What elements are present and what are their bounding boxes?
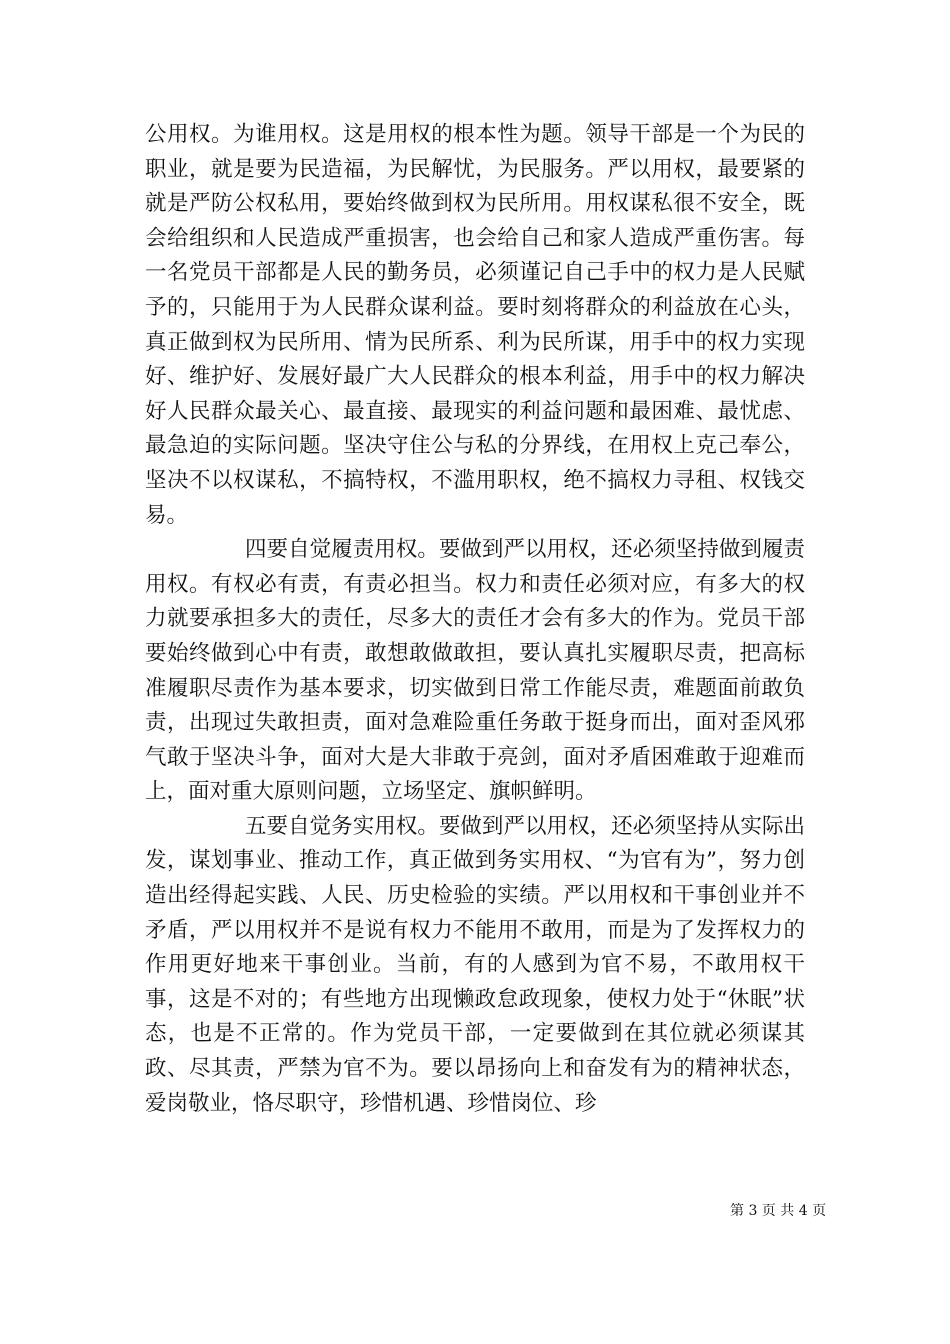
document-page <box>145 118 805 1121</box>
page-footer: 第 3 页 共 4 页 <box>730 1203 827 1219</box>
paragraph-section-five: 五要自觉务实用权。要做到严以用权，还必须坚持从实际出发，谋划事业、推动工作，真正做到务实用权、“为官有为”，努力创造出经得起实践、人民、历史检验的实绩。严以用权和干事创业并不矛盾，严以用权并不是说有权力不能用不敢用，而是为了发挥权力的作用更好地来干事创业。当前，有的人感到为官不易，不敢用权干事，这是不对的；有些地方出现懒政怠政现象，使权力处于“休眠”状态，也是不正常的。作为党员干部，一定要做到在其位就必须谋其政、尽其责，严禁为官不为。要以昂扬向上和奋发有为的精神状态，爱岗敬业，恪尽职守，珍惜机遇、珍惜岗位、珍 <box>145 813 805 1116</box>
paragraph-continued: 公用权。为谁用权。这是用权的根本性为题。领导干部是一个为民的职业，就是要为民造福，为民解忧，为民服务。严以用权，最要紧的就是严防公权私用，要始终做到权为民所用。用权谋私很不安全，既会给组织和人民造成严重损害，也会给自己和家人造成严重伤害。每一名党员干部都是人民的勤务员，必须谨记自己手中的权力是人民赋予的，只能用于为人民群众谋利益。要时刻将群众的利益放在心头，真正做到权为民所用、情为民所系、利为民所谋，用手中的权力实现好、维护好、发展好最广大人民群众的根本利益，用手中的权力解决好人民群众最关心、最直接、最现实的利益问题和最困难、最忧虑、最急迫的实际问题。坚决守住公与私的分界线，在用权上克己奉公，坚决不以权谋私，不搞特权，不滥用职权，绝不搞权力寻租、权钱交易。 <box>145 122 805 528</box>
paragraph-section-four: 四要自觉履责用权。要做到严以用权，还必须坚持做到履责用权。有权必有责，有责必担当。权力和责任必须对应，有多大的权力就要承担多大的责任，尽多大的责任才会有多大的作为。党员干部要始终做到心中有责，敢想敢做敢担，要认真扎实履职尽责，把高标准履职尽责作为基本要求，切实做到日常工作能尽责，难题面前敢负责，出现过失敢担责，面对急难险重任务敢于挺身而出，面对歪风邪气敢于坚决斗争，面对大是大非敢于亮剑，面对矛盾困难敢于迎难而上，面对重大原则问题，立场坚定、旗帜鲜明。 <box>145 537 805 805</box>
